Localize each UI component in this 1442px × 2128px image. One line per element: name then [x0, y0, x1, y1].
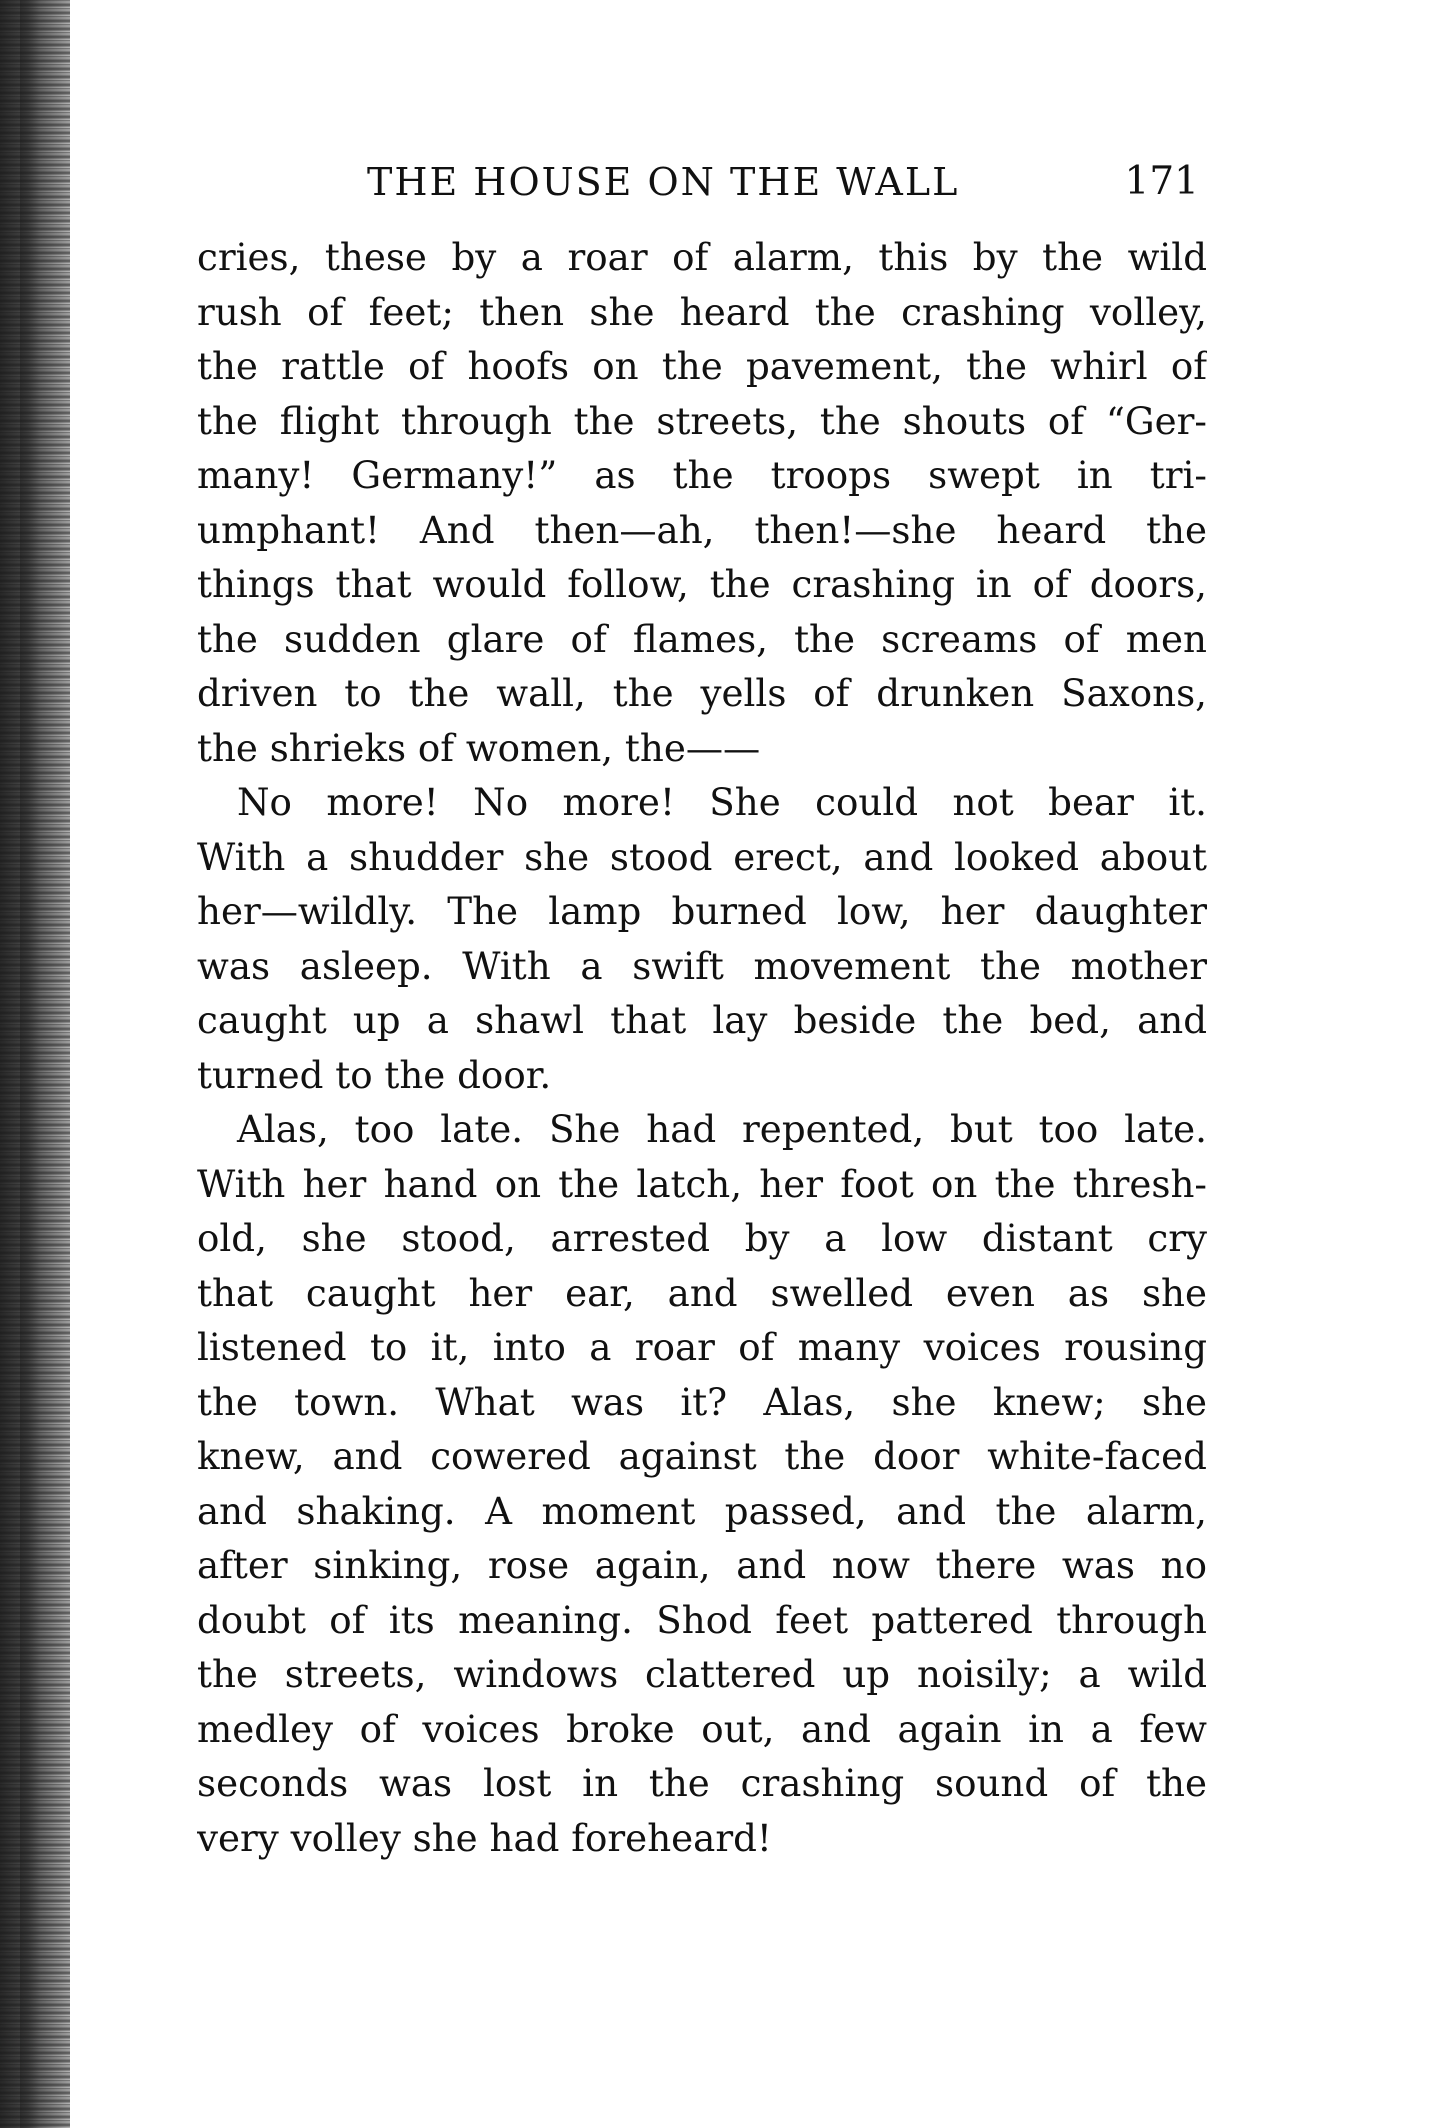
- text-line: rush of feet; then she heard the crashing volley,: [197, 289, 1207, 334]
- text-line: things that would follow, the crashing in of doors,: [197, 562, 1207, 606]
- text-line: No more! No more! She could not bear it.: [237, 780, 1207, 824]
- text-line: With a shudder she stood erect, and looked about: [197, 834, 1207, 879]
- text-line: the flight through the streets, the shouts of “Ger-: [197, 398, 1207, 443]
- text-line: medley of voices broke out, and again in a few: [197, 1706, 1207, 1751]
- text-line: her—wildly. The lamp burned low, her daughter: [197, 889, 1207, 933]
- text-line: cries, these by a roar of alarm, this by the wild: [197, 235, 1207, 279]
- text-line: the streets, windows clattered up noisily; a wild: [197, 1652, 1207, 1696]
- running-head: THE HOUSE ON THE WALL: [367, 160, 960, 204]
- text-line: old, she stood, arrested by a low distant cry: [197, 1216, 1207, 1260]
- text-line: was asleep. With a swift movement the mother: [197, 943, 1207, 988]
- body-text: [197, 230, 1207, 1865]
- text-line: many! Germany!” as the troops swept in tri-: [197, 453, 1207, 497]
- text-line: very volley she had foreheard!: [197, 1815, 772, 1860]
- text-line: doubt of its meaning. Shod feet pattered through: [197, 1597, 1207, 1642]
- text-line: the town. What was it? Alas, she knew; she: [197, 1379, 1207, 1424]
- text-line: caught up a shawl that lay beside the bed, and: [197, 998, 1207, 1042]
- text-line: the shrieks of women, the——: [197, 725, 761, 770]
- text-line: seconds was lost in the crashing sound of the: [197, 1761, 1207, 1805]
- page-number: 171: [1124, 159, 1199, 204]
- text-line: listened to it, into a roar of many voices rousing: [197, 1325, 1207, 1369]
- text-line: after sinking, rose again, and now there was no: [197, 1543, 1207, 1587]
- text-line: turned to the door.: [197, 1052, 552, 1097]
- text-line: that caught her ear, and swelled even as she: [197, 1270, 1207, 1315]
- text-line: driven to the wall, the yells of drunken Saxons,: [197, 671, 1207, 715]
- text-line: and shaking. A moment passed, and the alarm,: [197, 1488, 1207, 1533]
- text-line: Alas, too late. She had repented, but too late.: [237, 1107, 1207, 1151]
- text-line: knew, and cowered against the door white-faced: [197, 1434, 1207, 1478]
- text-line: With her hand on the latch, her foot on the thresh-: [197, 1161, 1207, 1206]
- text-line: the sudden glare of flames, the screams of men: [197, 616, 1207, 661]
- binding-edge-shadow: [0, 0, 70, 2128]
- text-line: the rattle of hoofs on the pavement, the whirl of: [197, 344, 1207, 388]
- text-line: umphant! And then—ah, then!—she heard the: [197, 507, 1207, 552]
- page-header: [197, 150, 1207, 214]
